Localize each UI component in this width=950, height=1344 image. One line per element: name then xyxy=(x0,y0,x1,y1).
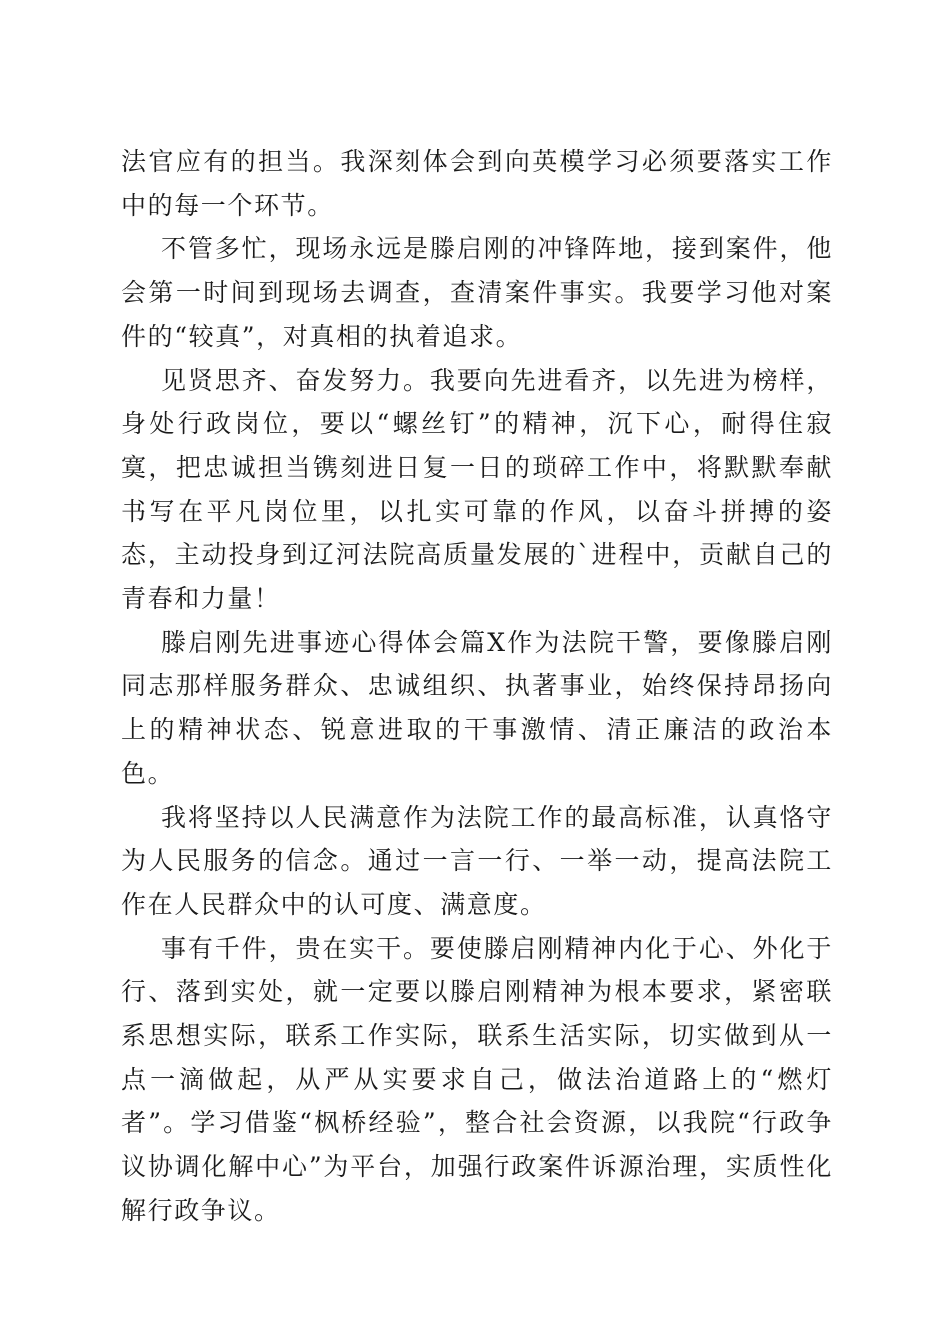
paragraph-continuation: 法官应有的担当。我深刻体会到向英模学习必须要落实工作中的每一个环节。 xyxy=(121,147,833,220)
paragraph-learn-from-models: 见贤思齐、奋发努力。我要向先进看齐，以先进为榜样，身处行政岗位，要以“螺丝钉”的精神，沉下心，耐得住寂寞，把忠诚担当镌刻进日复一日的琐碎工作中，将默默奉献书写在平凡岗位里，以扎实可靠的作风，以奋斗拼搏的姿态，主动投身到辽河法院高质量发展的`进程中，贡献自己的青春和力量！ xyxy=(121,365,833,614)
paragraph-chapter-x: 滕启刚先进事迹心得体会篇X作为法院干警，要像滕启刚同志那样服务群众、忠诚组织、执著事业，始终保持昂扬向上的精神状态、锐意进取的干事激情、清正廉洁的政治本色。 xyxy=(121,627,833,788)
paragraph-people-satisfaction: 我将坚持以人民满意作为法院工作的最高标准，认真恪守为人民服务的信念。通过一言一行、一举一动，提高法院工作在人民群众中的认可度、满意度。 xyxy=(121,802,833,919)
paragraph-practical-work: 事有千件，贵在实干。要使滕启刚精神内化于心、外化于行、落到实处，就一定要以滕启刚精神为根本要求，紧密联系思想实际，联系工作实际，联系生活实际，切实做到从一点一滴做起，从严从实要求自己，做法治道路上的“燃灯者”。学习借鉴“枫桥经验”，整合社会资源，以我院“行政争议协调化解中心”为平台，加强行政案件诉源治理，实质性化解行政争议。 xyxy=(121,933,833,1225)
document-body xyxy=(121,140,833,1233)
paragraph-scene-investigation: 不管多忙，现场永远是滕启刚的冲锋阵地，接到案件，他会第一时间到现场去调查，查清案件事实。我要学习他对案件的“较真”，对真相的执着追求。 xyxy=(121,234,833,351)
